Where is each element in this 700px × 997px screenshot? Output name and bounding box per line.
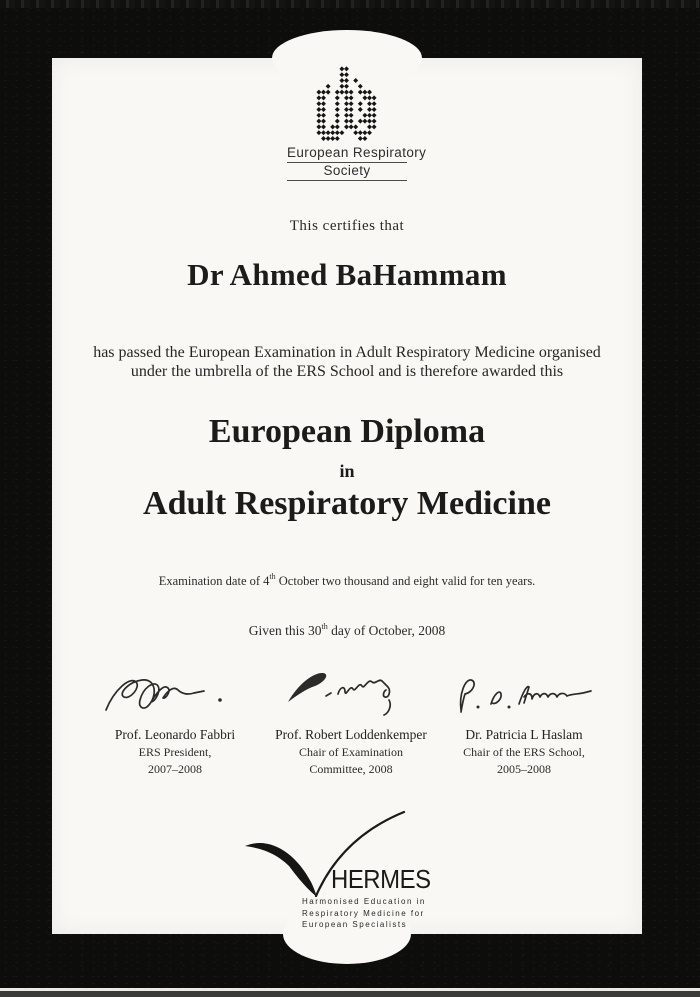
exam-date-pre: Examination date of 4: [158, 574, 270, 588]
signatory-name: Prof. Robert Loddenkemper: [275, 727, 427, 742]
award-body-line2: under the umbrella of the ERS School and is therefore awarded this: [130, 363, 564, 380]
ers-wordmark-line2: Society: [287, 163, 407, 181]
award-body-text: [52, 343, 642, 381]
signatory-role-line2: 2007–2008: [148, 762, 202, 776]
given-date-superscript: th: [321, 622, 328, 631]
given-date-line: [52, 622, 642, 639]
hermes-tagline-line3: European Specialists: [302, 920, 408, 929]
exam-date-line: [52, 572, 642, 589]
hermes-tagline-line2: Respiratory Medicine for: [302, 908, 425, 918]
signatory-role-line1: Chair of Examination: [299, 745, 403, 759]
signatory-name: Prof. Leonardo Fabbri: [114, 727, 236, 742]
certifies-text: This certifies that: [289, 218, 405, 234]
signatory-role-line1: ERS President,: [138, 745, 212, 759]
diploma-title-line1: European Diploma: [208, 413, 486, 450]
ers-lungs-icon: [52, 66, 642, 148]
recipient-name: Dr Ahmed BaHammam: [187, 257, 507, 292]
hermes-logo: [52, 808, 642, 934]
scan-top-edge: [0, 0, 700, 8]
signature-row: [52, 666, 642, 798]
signatory-role-line2: 2005–2008: [497, 762, 551, 776]
signatory-role-line2: Committee, 2008: [309, 762, 393, 776]
signature-loddenkemper-icon: [276, 666, 426, 724]
hermes-wordmark: HERMES: [331, 864, 431, 894]
signature-haslam-icon: [449, 666, 599, 724]
hermes-tagline-line1: Harmonised Education in: [302, 897, 426, 906]
certificate-paper: [52, 58, 642, 934]
diploma-title-line2: in: [339, 461, 355, 481]
signature-fabbri-icon: [100, 666, 250, 724]
given-date-pre: Given this 30: [248, 623, 322, 638]
scan-bottom-band: [0, 991, 700, 997]
exam-date-superscript: th: [269, 572, 276, 581]
award-body-line1: has passed the European Examination in Adult Respiratory Medicine organised: [93, 344, 601, 361]
ers-wordmark-line1: European Respiratory: [287, 145, 407, 163]
signature-block-loddenkemper: [261, 666, 441, 778]
given-date-post: day of October, 2008: [327, 623, 446, 638]
signature-block-haslam: [434, 666, 614, 778]
signatory-name: Dr. Patricia L Haslam: [465, 727, 583, 742]
ers-wordmark: [52, 145, 642, 181]
signature-block-fabbri: [85, 666, 265, 778]
exam-date-post: October two thousand and eight valid for ten years.: [275, 574, 536, 588]
diploma-title-line3: Adult Respiratory Medicine: [143, 485, 551, 522]
hermes-tagline: [302, 896, 426, 931]
signatory-role-line1: Chair of the ERS School,: [463, 745, 585, 759]
